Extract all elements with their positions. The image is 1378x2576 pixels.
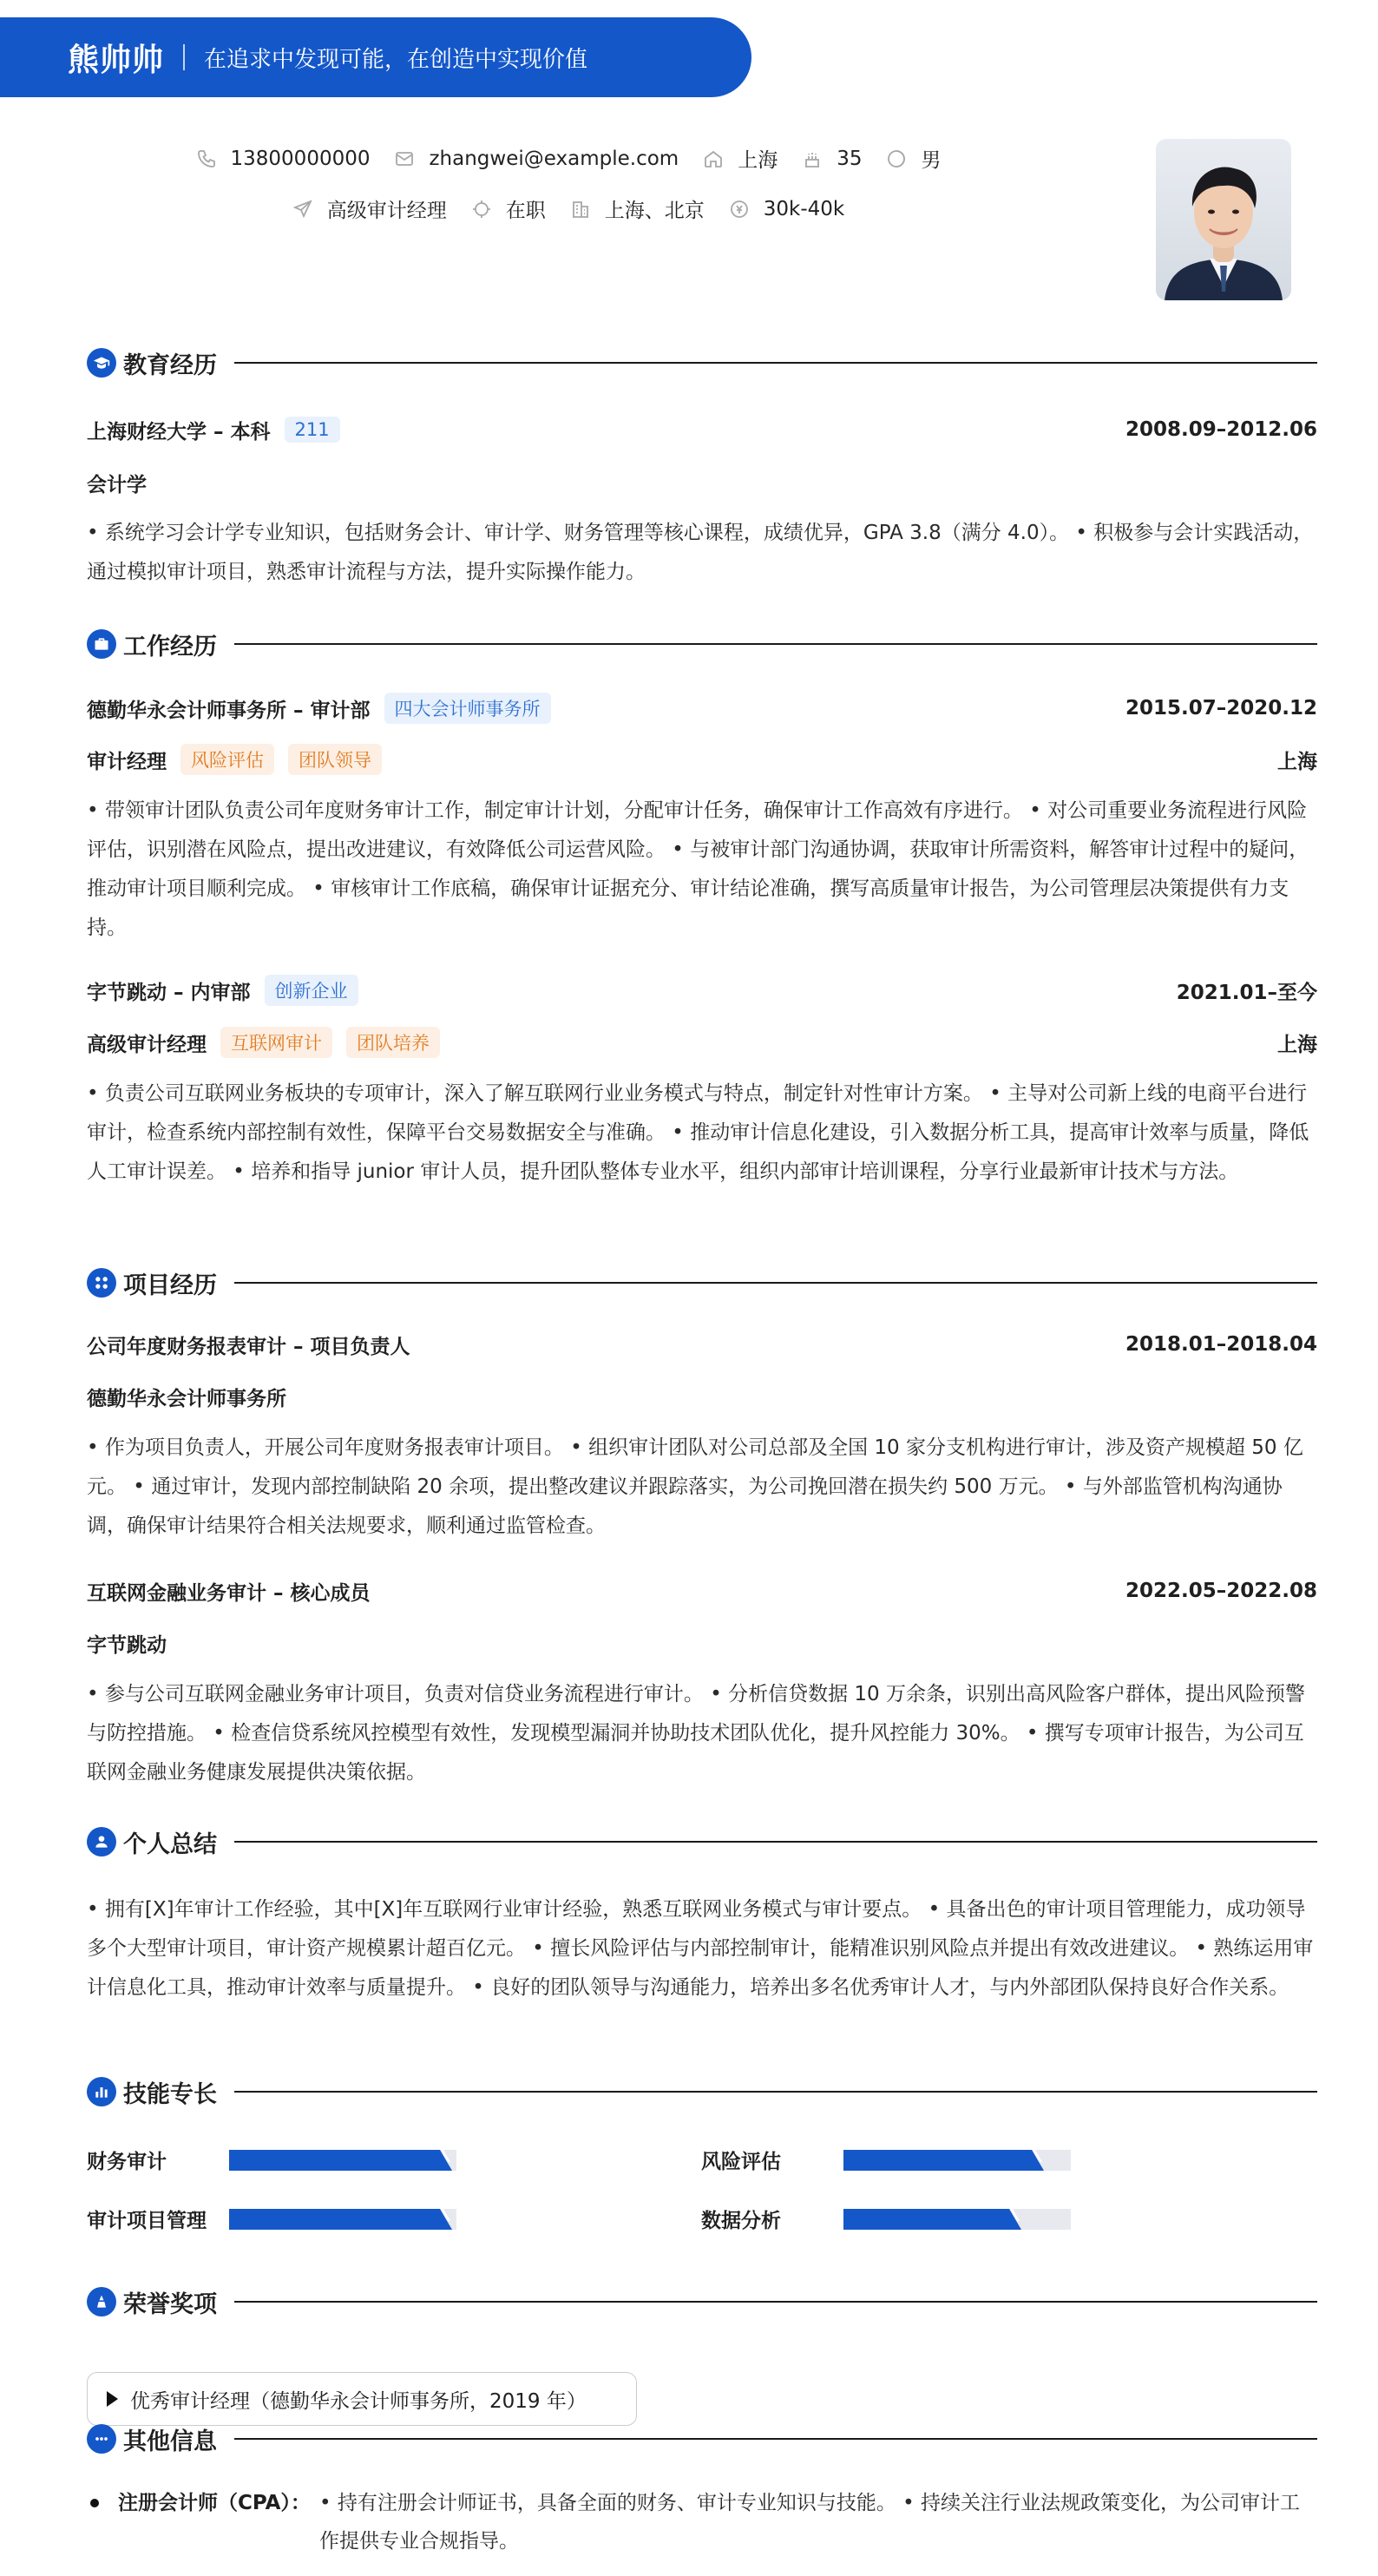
role-tag: 团队培养 <box>346 1027 440 1058</box>
award-icon <box>87 2287 116 2316</box>
skill-item <box>87 2146 456 2174</box>
coin-icon <box>729 199 750 220</box>
project-item-1-org-row <box>87 1380 1317 1413</box>
contact-row-2 <box>0 194 1137 223</box>
gender-icon <box>886 148 907 169</box>
work-item-1-role-row <box>87 743 1317 776</box>
header-banner <box>0 17 751 97</box>
contact-position <box>292 194 447 223</box>
education-period: 2008.09–2012.06 <box>1125 418 1317 441</box>
city-value: 上海 <box>738 149 778 172</box>
skill-bar <box>229 2150 456 2171</box>
salary-value: 30k-40k <box>763 197 845 220</box>
project-item-1-description: • 作为项目负责人，开展公司年度财务报表审计项目。 • 组织审计团队对公司总部及全国 10 家分支机构进行审计，涉及资产规模超 50 亿元。 • 通过审计，发现内部控制缺陷 20 余项，提出整改建议并跟踪落实，为公司挽回潜在损失约 500 万元。 • 与外部监管机构沟通协调，确保审计结果符合相关法规要求，顺利通过监管检查。 <box>87 1436 1303 1537</box>
send-icon <box>292 199 313 220</box>
skill-name: 财务审计 <box>87 2151 167 2173</box>
honor-item[interactable] <box>87 2372 637 2426</box>
work-period: 2015.07–2020.12 <box>1125 697 1317 720</box>
skill-name: 审计项目管理 <box>87 2210 207 2232</box>
section-divider <box>234 1841 1317 1843</box>
school-name: 上海财经大学 – 本科 <box>87 420 271 444</box>
work-role: 高级审计经理 <box>87 1033 207 1056</box>
skill-bar-fill-cap <box>433 2150 452 2171</box>
role-tag: 团队领导 <box>288 744 382 775</box>
work-company: 字节跳动 – 内审部 <box>87 981 251 1004</box>
skill-bar <box>843 2150 1071 2171</box>
contact-target-cities <box>570 194 705 223</box>
email-value: zhangwei@example.com <box>429 147 679 170</box>
skill-bar-fill-cap <box>1025 2150 1044 2171</box>
section-honors-header <box>87 2284 1317 2319</box>
section-title: 技能专长 <box>123 2080 217 2108</box>
user-icon <box>87 1827 116 1856</box>
project-item-2-org-row <box>87 1626 1317 1659</box>
education-major: 会计学 <box>87 473 147 496</box>
contact-age <box>802 148 862 170</box>
candidate-motto: 在追求中发现可能，在创造中实现价值 <box>204 46 588 73</box>
project-item-1-heading <box>87 1328 1317 1361</box>
skill-item <box>701 2205 1071 2233</box>
section-other-header <box>87 2422 1317 2456</box>
project-org: 德勤华永会计师事务所 <box>87 1387 286 1410</box>
skill-item <box>87 2205 456 2233</box>
summary-text: • 拥有[X]年审计工作经验，其中[X]年互联网行业审计经验，熟悉互联网业务模式与审计要点。 • 具备出色的审计项目管理能力，成功领导多个大型审计项目，审计资产规模累计超百亿元。 • 擅长风险评估与内部控制审计，能精准识别风险点并提出有效改进建议。 • 熟练运用审计信息化工具，推动审计效率与质量提升。 • 良好的团队领导与沟通能力，培养出多名优秀审计人才，与内外部团队保持良好合作关系。 <box>87 1898 1314 1999</box>
contact-email <box>394 148 679 170</box>
section-title: 荣誉奖项 <box>123 2290 217 2318</box>
skill-bar <box>229 2209 456 2230</box>
education-heading <box>87 413 1317 446</box>
contact-gender <box>886 144 941 173</box>
work-role: 审计经理 <box>87 750 167 773</box>
section-summary-header <box>87 1824 1317 1859</box>
section-divider <box>234 643 1317 645</box>
work-item-2-description: • 负责公司互联网业务板块的专项审计，深入了解互联网行业业务模式与特点，制定针对性审计方案。 • 主导对公司新上线的电商平台进行审计，检查系统内部控制有效性，保障平台交易数据安全与准确。 • 推动审计信息化建设，引入数据分析工具，提高审计效率与质量，降低人工审计误差。 • 培养和指导 junior 审计人员，提升团队整体专业水平，组织内部审计培训课程，分享行业最新审计技术与方法。 <box>87 1082 1309 1183</box>
project-item-2-heading <box>87 1574 1317 1607</box>
other-text: • 持有注册会计师证书，具备全面的财务、审计专业知识与技能。 • 持续关注行业法规政策变化，为公司审计工作提供专业合规指导。 <box>318 2492 1301 2553</box>
section-divider <box>234 2091 1317 2093</box>
skill-bar-fill-cap <box>433 2209 452 2230</box>
work-item-1-description: • 带领审计团队负责公司年度财务审计工作，制定审计计划，分配审计任务，确保审计工作高效有序进行。 • 对公司重要业务流程进行风险评估，识别潜在风险点，提出改进建议，有效降低公司运营风险。 • 与被审计部门沟通协调，获取审计所需资料，解答审计过程中的疑问，推动审计项目顺利完成。 • 审核审计工作底稿，确保审计证据充分、审计结论准确，撰写高质量审计报告，为公司管理层决策提供有力支持。 <box>87 799 1309 939</box>
briefcase-icon <box>87 629 116 659</box>
work-company: 德勤华永会计师事务所 – 审计部 <box>87 699 371 722</box>
building-icon <box>570 199 591 220</box>
home-icon <box>703 148 724 169</box>
skill-bar-fill <box>229 2209 433 2230</box>
section-education-header <box>87 345 1317 380</box>
cake-icon <box>802 148 823 169</box>
other-label: 注册会计师（CPA）： <box>118 2492 311 2514</box>
section-title: 教育经历 <box>123 352 217 379</box>
candidate-name: 熊帅帅 <box>68 42 165 78</box>
bullet-dot <box>90 2499 99 2507</box>
skill-bar-fill <box>229 2150 433 2171</box>
work-item-2-heading <box>87 974 1317 1007</box>
education-major-row <box>87 467 1317 498</box>
project-name: 互联网金融业务审计 – 核心成员 <box>87 1581 371 1605</box>
project-org: 字节跳动 <box>87 1633 167 1657</box>
bar-chart-icon <box>87 2077 116 2106</box>
section-title: 个人总结 <box>123 1830 217 1858</box>
graduation-cap-icon <box>87 348 116 378</box>
section-projects-header <box>87 1265 1317 1300</box>
status-value: 在职 <box>505 200 546 222</box>
project-name: 公司年度财务报表审计 – 项目负责人 <box>87 1335 410 1358</box>
skill-bar <box>843 2209 1071 2230</box>
gender-value: 男 <box>921 149 942 172</box>
position-value: 高级审计经理 <box>326 200 447 222</box>
contact-salary <box>729 198 844 220</box>
other-info-item <box>87 2484 1317 2560</box>
expand-triangle-icon[interactable] <box>107 2391 118 2407</box>
role-tag: 互联网审计 <box>220 1027 332 1058</box>
school-tag: 211 <box>285 417 340 443</box>
education-description: • 系统学习会计学专业知识，包括财务会计、审计学、财务管理等核心课程，成绩优异，GPA 3.8（满分 4.0）。 • 积极参与会计实践活动，通过模拟审计项目，熟悉审计流程与方法，提升实际操作能力。 <box>87 522 1314 583</box>
section-divider <box>234 362 1317 364</box>
profile-photo <box>1156 139 1291 300</box>
skill-item <box>701 2146 1071 2174</box>
role-tag: 风险评估 <box>180 744 274 775</box>
section-title: 项目经历 <box>123 1272 217 1299</box>
header-divider <box>183 44 185 70</box>
project-item-2-description: • 参与公司互联网金融业务审计项目，负责对信贷业务流程进行审计。 • 分析信贷数据 10 万余条，识别出高风险客户群体，提出风险预警与防控措施。 • 检查信贷系统风控模型有效性，发现模型漏洞并协助技术团队优化，提升风控能力 30%。 • 撰写专项审计报告，为公司互联网金融业务健康发展提供决策依据。 <box>87 1683 1305 1784</box>
phone-icon <box>196 148 217 169</box>
contact-status <box>471 194 546 223</box>
phone-value: 13800000000 <box>230 147 371 170</box>
work-location: 上海 <box>1277 1033 1317 1056</box>
skill-name: 风险评估 <box>701 2151 781 2173</box>
section-work-header <box>87 627 1317 661</box>
target-cities-value: 上海、北京 <box>604 200 705 222</box>
work-period: 2021.01–至今 <box>1176 981 1317 1004</box>
status-icon <box>471 199 492 220</box>
mail-icon <box>394 148 415 169</box>
project-period: 2018.01–2018.04 <box>1125 1333 1317 1356</box>
work-item-1-heading <box>87 692 1317 725</box>
work-item-2-role-row <box>87 1026 1317 1059</box>
section-divider <box>234 2301 1317 2303</box>
grid-apps-icon <box>87 1268 116 1298</box>
project-period: 2022.05–2022.08 <box>1125 1580 1317 1602</box>
section-skills-header <box>87 2074 1317 2109</box>
skill-bar-fill <box>843 2209 1002 2230</box>
contact-city <box>703 144 778 173</box>
age-value: 35 <box>837 147 863 170</box>
contact-phone <box>196 148 371 170</box>
skill-bar-fill <box>843 2150 1025 2171</box>
honor-text: 优秀审计经理（德勤华永会计师事务所，2019 年） <box>130 2389 587 2413</box>
contact-row-1 <box>0 144 1137 173</box>
company-tag: 四大会计师事务所 <box>384 693 551 724</box>
section-title: 其他信息 <box>123 2428 217 2455</box>
section-divider <box>234 2438 1317 2440</box>
work-location: 上海 <box>1277 750 1317 773</box>
skill-bar-fill-cap <box>1002 2209 1021 2230</box>
section-divider <box>234 1282 1317 1284</box>
section-title: 工作经历 <box>123 633 217 660</box>
info-icon <box>87 2424 116 2454</box>
company-tag: 创新企业 <box>265 975 358 1006</box>
skill-name: 数据分析 <box>701 2210 781 2232</box>
